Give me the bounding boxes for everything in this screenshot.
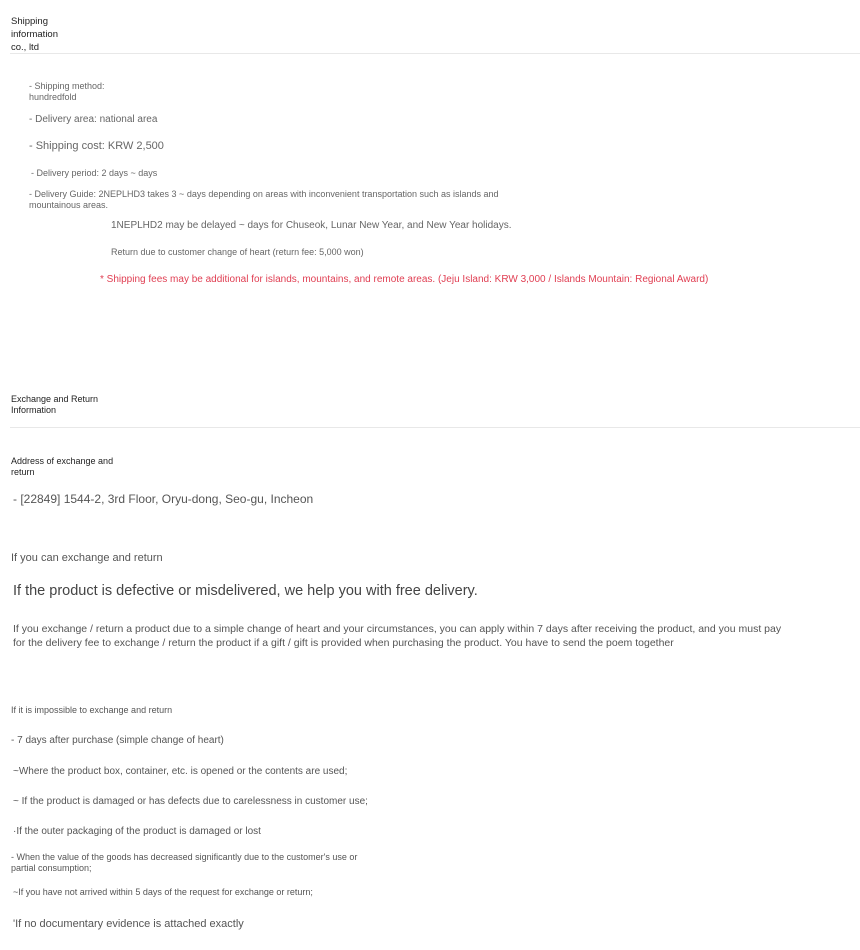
- delivery-guide-line: - Delivery Guide: 2NEPLHD3 takes 3 ~ days depending on areas with inconvenient transportation such as islands and: [29, 189, 499, 199]
- remote-area-note: * Shipping fees may be additional for islands, mountains, and remote areas. (Jeju Island: KRW 3,000 / Islands Mountain: Regional Award): [100, 274, 709, 285]
- address-label-line: return: [11, 467, 35, 477]
- list-item-line: - When the value of the goods has decreased significantly due to the customer's use or: [11, 852, 358, 862]
- shipping-cost: - Shipping cost: KRW 2,500: [29, 140, 164, 152]
- list-item-line: partial consumption;: [11, 863, 92, 873]
- shipping-divider: [10, 53, 860, 54]
- return-address: - [22849] 1544-2, 3rd Floor, Oryu-dong, Seo-gu, Incheon: [13, 492, 314, 506]
- shipping-heading-line: Shipping: [11, 16, 48, 27]
- shipping-heading-line: information: [11, 29, 58, 40]
- exchange-heading: [11, 394, 98, 416]
- list-item: ·If the outer packaging of the product is damaged or lost: [13, 826, 261, 837]
- holiday-note: 1NEPLHD2 may be delayed ~ days for Chuseok, Lunar New Year, and New Year holidays.: [111, 220, 512, 231]
- address-label-line: Address of exchange and: [11, 456, 114, 466]
- list-item: [11, 852, 357, 874]
- exchange-heading-line: Exchange and Return: [11, 394, 99, 404]
- change-of-heart-note: [13, 622, 781, 650]
- change-of-heart-line: for the delivery fee to exchange / return the product if a gift / gift is provided when purchasing the product. You have to send the poem together: [13, 637, 674, 649]
- list-item: - 7 days after purchase (simple change of heart): [11, 735, 224, 746]
- exchange-heading-line: Information: [11, 405, 57, 415]
- shipping-method: [29, 81, 105, 103]
- exchange-divider: [10, 427, 860, 428]
- exchange-impossible-title: If it is impossible to exchange and return: [11, 705, 173, 715]
- exchange-possible-title: If you can exchange and return: [11, 552, 163, 564]
- delivery-guide-line: mountainous areas.: [29, 200, 109, 210]
- delivery-area: - Delivery area: national area: [29, 114, 158, 125]
- list-item: 'If no documentary evidence is attached exactly: [13, 918, 244, 930]
- change-of-heart-line: If you exchange / return a product due to a simple change of heart and your circumstances, you can apply within 7 days after receiving the product, and you must pay: [13, 623, 782, 635]
- shipping-heading-line: co., ltd: [11, 42, 39, 53]
- shipping-heading: [11, 15, 58, 54]
- address-label: [11, 456, 113, 478]
- shipping-method-line: hundredfold: [29, 92, 77, 102]
- list-item: ~If you have not arrived within 5 days of the request for exchange or return;: [13, 887, 313, 897]
- defective-note: If the product is defective or misdelivered, we help you with free delivery.: [13, 583, 478, 599]
- list-item: ~Where the product box, container, etc. is opened or the contents are used;: [13, 766, 348, 777]
- delivery-guide: [29, 189, 499, 211]
- return-fee-note: Return due to customer change of heart (return fee: 5,000 won): [111, 247, 364, 257]
- shipping-method-line: - Shipping method:: [29, 81, 105, 91]
- list-item: ~ If the product is damaged or has defects due to carelessness in customer use;: [13, 796, 368, 807]
- delivery-period: - Delivery period: 2 days ~ days: [31, 168, 158, 178]
